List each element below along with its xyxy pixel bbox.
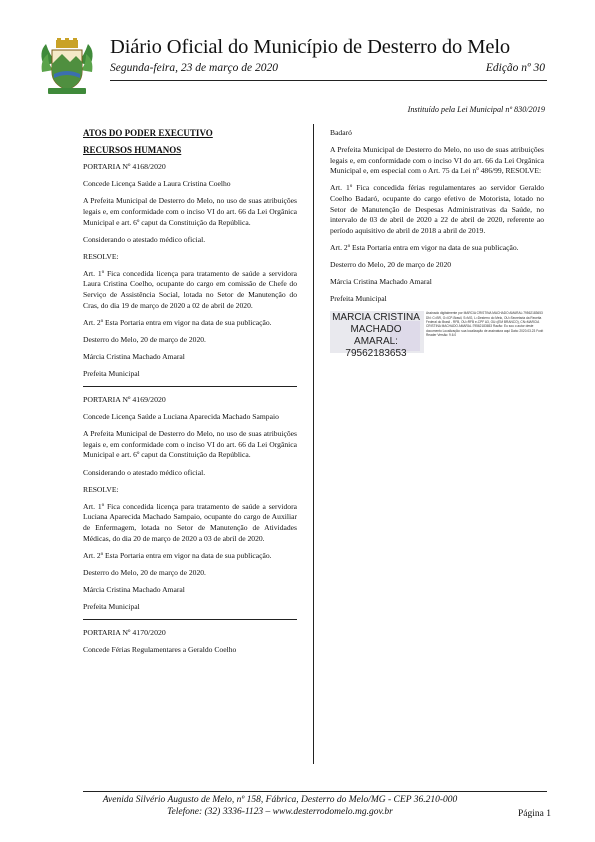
portaria-4168-art1: Art. 1º Fica concedida licença para tratamento de saúde a servidora Laura Cristina Coelho, ocupante do cargo em comissão de Chefe do Serviço de Assistência Social, lotada no Setor de Manutenção do Cras, do dia 19 de março de 2020 a 02 de abril de 2020.	[83, 268, 297, 310]
publication-title: Diário Oficial do Município de Desterro do Melo	[110, 36, 511, 58]
footer-contact: Telefone: (32) 3336-1123 – www.desterrodomelo.mg.gov.br	[167, 807, 393, 817]
portaria-4170-place-date: Desterro do Melo, 20 de março de 2020	[330, 259, 452, 269]
portaria-4170-preamble: A Prefeita Municipal de Desterro do Melo, no uso de suas atribuições legais e, em conformidade com o inciso VI do art. 66 da Lei Orgânica Municipal e, em especial com o Art. 75 da Lei nº 486/99, RESOLVE:	[330, 145, 544, 176]
portaria-4169-signer: Márcia Cristina Machado Amaral	[83, 584, 185, 594]
portaria-4168-resolve: RESOLVE:	[83, 251, 119, 261]
portaria-4169-signer-role: Prefeita Municipal	[83, 601, 140, 611]
edition-number: Edição nº 30	[485, 62, 545, 74]
portaria-4169-place-date: Desterro do Melo, 20 de março de 2020.	[83, 567, 206, 577]
footer-divider	[83, 791, 547, 792]
signature-stamp-details: Assinado digitalmente por MARCIA CRISTINA MACHADO AMARAL:79562183653 DN: C=BR, O=ICP-Brasil, S=MG, L=Desterro do Melo, OU=Secretaria da Receita Federal do Brasil - RFB, OU=RFB e-CPF A3, OU=(EM BRANCO), CN=MARCIA CRISTINA MACHADO AMARAL:79562183653 Razão: Eu sou o autor deste documento Localização: sua localização de assinatura aqui Data: 2020.03.23 Foxit Reader Versão: 9.6.0	[426, 311, 544, 338]
portaria-4168-place-date: Desterro do Melo, 20 de março de 2020.	[83, 334, 206, 344]
footer-address: Avenida Silvério Augusto de Melo, nº 158, Fábrica, Desterro do Melo/MG - CEP 36.210-000	[102, 795, 458, 805]
right-column	[330, 128, 544, 359]
portaria-4168-signer-role: Prefeita Municipal	[83, 369, 140, 378]
portaria-4170-art2: Art. 2º Esta Portaria entra em vigor na data de sua publicação.	[330, 242, 519, 252]
subsection-title: RECURSOS HUMANOS	[83, 145, 182, 156]
portaria-4169-art1: Art. 1º Fica concedida licença para tratamento de saúde a servidora Luciana Aparecida Machado Sampaio, ocupante do cargo de Auxiliar de Enfermagem, lotada no Setor de Manutenção de Atividades Médicas, do dia 20 de março de 2020 a 03 de abril de 2020.	[83, 501, 297, 543]
digital-signature-stamp	[330, 311, 544, 359]
portaria-4168-preamble: A Prefeita Municipal de Desterro do Melo, no uso de suas atribuições legais e, em conformidade com o inciso VI do art. 66 da Lei Orgânica Municipal e art. 6º caput da Constituição da República.	[83, 196, 297, 227]
portaria-4170-heading: PORTARIA Nº 4170/2020	[83, 628, 166, 637]
page-number: Página 1	[518, 809, 551, 819]
portaria-4169-art2: Art. 2º Esta Portaria entra em vigor na data de sua publicação.	[83, 550, 272, 560]
signature-cpf-line: 79562183653	[345, 348, 407, 360]
section-title: ATOS DO PODER EXECUTIVO	[83, 128, 213, 138]
portaria-4169-resolve: RESOLVE:	[83, 484, 119, 494]
portaria-4170-summary: Concede Férias Regulamentares a Geraldo Coelho	[83, 645, 237, 655]
left-column	[83, 128, 297, 662]
portaria-4169-heading: PORTARIA Nº 4169/2020	[83, 395, 166, 405]
portaria-4168-signer: Márcia Cristina Machado Amaral	[83, 351, 185, 361]
signature-stamp-name	[332, 312, 420, 360]
portaria-4170-continuation: Badaró	[330, 128, 352, 137]
portaria-4169-preamble: A Prefeita Municipal de Desterro do Melo, no uso de suas atribuições legais e, em conformidade com o inciso VI do art. 66 da Lei Orgânica Municipal e art. 6º caput da Constituição da República.	[83, 429, 297, 460]
portaria-4168-considering: Considerando o atestado médico oficial.	[83, 234, 206, 244]
municipal-coat-of-arms	[34, 38, 100, 98]
signature-name-line: MACHADO AMARAL:	[350, 324, 402, 348]
portaria-divider	[83, 619, 297, 620]
portaria-4169-summary: Concede Licença Saúde a Luciana Aparecida Machado Sampaio	[83, 412, 279, 422]
portaria-4169-considering: Considerando o atestado médico oficial.	[83, 467, 206, 477]
portaria-4168-summary: Concede Licença Saúde a Laura Cristina Coelho	[83, 179, 231, 189]
portaria-4170-signer-role: Prefeita Municipal	[330, 294, 387, 304]
issue-date: Segunda-feira, 23 de março de 2020	[110, 62, 278, 74]
signature-name-line: MARCIA CRISTINA	[332, 312, 420, 324]
header-divider	[110, 80, 547, 81]
portaria-4168-art2: Art. 2º Esta Portaria entra em vigor na data de sua publicação.	[83, 317, 272, 327]
column-divider	[313, 124, 314, 764]
portaria-4170-signer: Márcia Cristina Machado Amaral	[330, 277, 432, 287]
institution-note: Instituído pela Lei Municipal nº 830/2019	[407, 105, 545, 114]
portaria-divider	[83, 386, 297, 387]
portaria-4170-art1: Art. 1º Fica concedida férias regulamentares ao servidor Geraldo Coelho Badaró, ocupante do cargo efetivo de Motorista, lotado no Setor de Manutenção de Despesas Administrativas da Saúde, no intervalo de 03 de abril de 2020 a 22 de abril de 2020, referente ao período aquisitivo de abril de 2018 a abril de 2019.	[330, 183, 544, 235]
portaria-4168-heading: PORTARIA Nº 4168/2020	[83, 162, 166, 172]
